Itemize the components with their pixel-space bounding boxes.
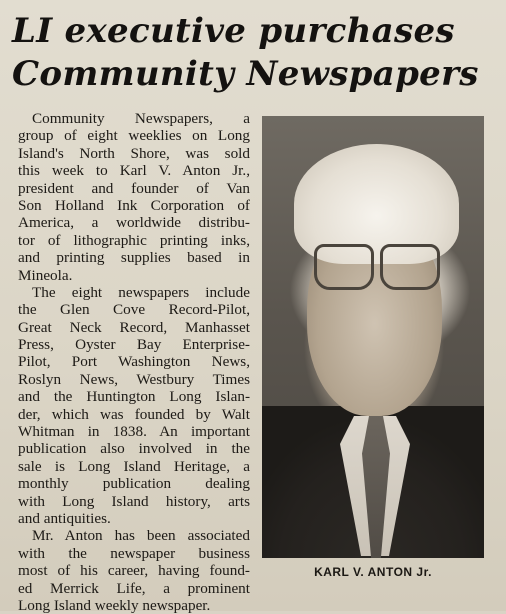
- article-line: Island's North Shore, was sold: [18, 144, 250, 162]
- article-line: Whitman in 1838. An important: [18, 423, 250, 441]
- article-line: Great Neck Record, Manhasset: [18, 318, 250, 336]
- headline-line-1: LI executive purchases: [12, 11, 455, 51]
- article-line: group of eight weeklies on Long: [18, 127, 250, 145]
- article-line: with Long Island history, arts: [18, 492, 250, 510]
- article-line: Mineola.: [18, 266, 73, 284]
- article-line: and the Huntington Long Islan-: [18, 388, 250, 406]
- article-line: Pilot, Port Washington News,: [18, 353, 250, 371]
- article-line: Roslyn News, Westbury Times: [18, 370, 250, 388]
- article-line: Mr. Anton has been associated: [32, 527, 250, 545]
- article-line: publication also involved in the: [18, 440, 250, 458]
- article-line: this week to Karl V. Anton Jr.,: [18, 162, 250, 180]
- headline-line-2: Community Newspapers: [12, 54, 479, 94]
- article-line: most of his career, having found-: [18, 562, 250, 580]
- article-line: The eight newspapers include: [32, 283, 250, 301]
- article-line: Community Newspapers, a: [32, 110, 250, 127]
- article-line: and printing supplies based in: [18, 249, 250, 267]
- article-line: ed Merrick Life, a prominent: [18, 579, 250, 597]
- article-line: tor of lithographic printing inks,: [18, 231, 250, 249]
- article-line: president and founder of Van: [18, 179, 250, 197]
- article-line: Son Holland Ink Corporation of: [18, 196, 250, 214]
- photo-glasses: [310, 244, 440, 290]
- headline: [12, 10, 492, 96]
- article-line: der, which was founded by Walt: [18, 405, 250, 423]
- article-line: Press, Oyster Bay Enterprise-: [18, 336, 250, 354]
- article-line: sale is Long Island Heritage, a: [18, 457, 250, 475]
- article-line: the Glen Cove Record-Pilot,: [18, 301, 250, 319]
- article-line: Long Island weekly newspaper.: [18, 596, 211, 614]
- article-body: [18, 110, 250, 614]
- article-line: and antiquities.: [18, 509, 111, 527]
- article-line: with the newspaper business: [18, 544, 250, 562]
- portrait-photo: [262, 116, 484, 558]
- article-line: America, a worldwide distribu-: [18, 214, 250, 232]
- photo-caption: KARL V. ANTON Jr.: [314, 565, 432, 579]
- article-line: monthly publication dealing: [18, 475, 250, 493]
